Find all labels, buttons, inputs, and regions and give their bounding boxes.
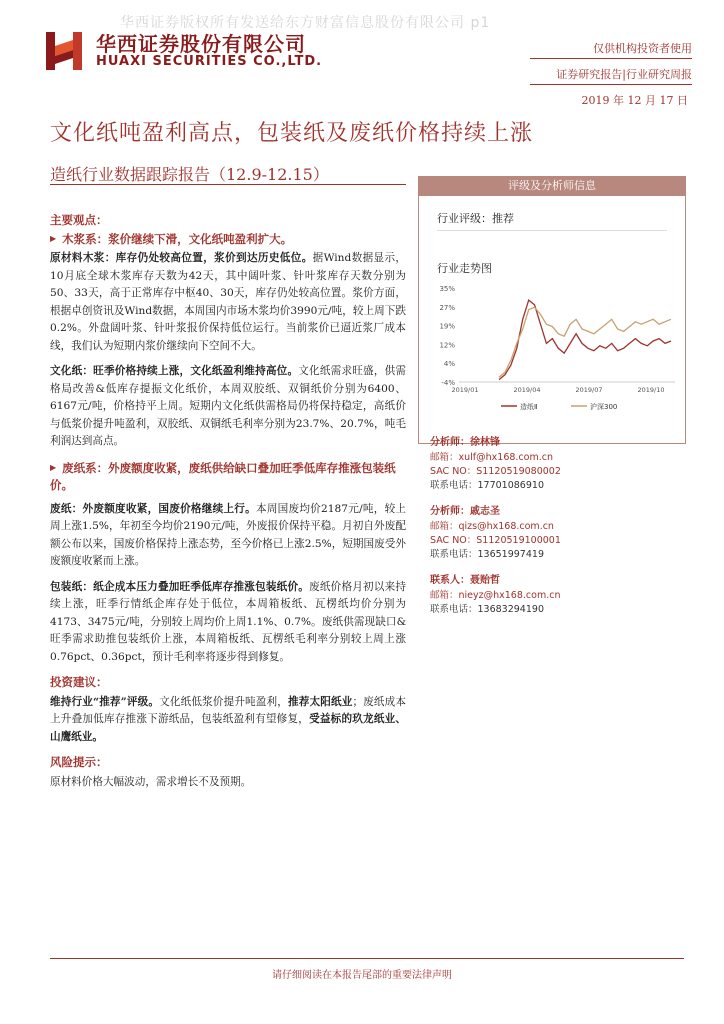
package-text: 废纸价格月初以来持续上涨，旺季行情纸企库存处于低位，本周箱板纸、瓦楞纸均价分别为4173、3475元/吨，分别较上周均价上周1.1%、0.7%。废纸供需现缺口&旺季需求助推包装纸价上涨，本周箱板纸、瓦楞纸毛利率分别较上周上涨0.76pct、0.36pct，预计毛利率将逐步得到修复。 [50,580,407,663]
risk-paragraph: 原材料价格大幅波动，需求增长不及预期。 [50,775,252,788]
series-line-1 [499,300,671,380]
rating-divider [437,230,667,231]
analyst-phone: 联系电话：13651997419 [430,549,544,560]
analyst-email: 邮箱：xulf@hx168.com.cn [430,452,553,463]
x-tick-label: 2019/10 [637,386,665,394]
analyst-name [430,505,686,519]
watermark: 华西证券版权所有发送给东方财富信息股份有限公司 p1 [120,15,491,31]
pulp-text: 据Wind数据显示，10月底全球木浆库存天数为42天，其中阔叶浆、针叶浆库存天数分别为50、33天，高于正常库存中枢40、30天，库存仍处较高位置。浆价方面，根据卓创资讯及Wind数据，本周国内市场木浆均价3990元/吨，较上周下跌0.2%。外盘阔叶浆、针叶浆报价保持低位运行。当前浆价已逼近浆厂成本线，我们认为短期内浆价继续向下空间不大。 [50,252,406,352]
analyst-role: 分析师： [430,437,470,448]
report-category: 证券研究报告|行业研究周报 [556,68,692,81]
legend-label: 沪深300 [590,403,618,411]
y-tick-label: 27% [439,303,455,312]
risk-heading: 风险提示： [50,755,108,769]
y-tick-label: -4% [441,379,455,387]
brand-name-cn: 华西证券股份有限公司 [96,32,306,56]
analyst-role: 分析师： [430,506,470,517]
invest-paragraph [50,694,406,747]
header-divider-2 [530,84,692,85]
waste-text: 本周国废均价2187元/吨，较上周上涨1.5%，年初至今均价2190元/吨，外废报价保持平稳。月初自外废配额公布以来，国废价格保持上涨态势，至今价格已上涨2.5%，短期国废受外废额度收紧而上涨。 [50,502,407,567]
invest-text-2: ；废纸成本上升叠加低库存推涨下游纸品，包装纸盈利有望修复， [50,695,407,725]
invest-bold-2: 推荐太阳纸业 [288,695,353,708]
footer-divider [50,958,684,959]
analyst-name-text: 戚志圣 [470,506,500,517]
invest-bold-3: 受益标的玖龙纸业、山鹰纸业。 [50,713,407,743]
report-subtitle: 造纸行业数据跟踪报告（12.9-12.15） [50,165,329,184]
y-tick-label: 4% [443,360,455,369]
rating-panel [418,176,686,444]
package-paragraph [50,579,406,667]
y-tick-label: 12% [439,341,455,350]
brand-name-en: HUAXI SECURITIES CO.,LTD. [96,54,323,69]
invest-text-1: 文化纸低浆价提升吨盈利， [159,695,289,708]
x-tick-label: 2019/07 [575,386,603,394]
y-tick-label: 19% [439,322,455,331]
analyst-name [430,436,686,450]
culture-bold: 文化纸：旺季价格持续上涨，文化纸盈利维持高位。 [50,365,299,377]
trend-chart [431,278,681,428]
huaxi-logo-icon [44,28,84,72]
analyst-role: 联系人： [430,575,470,586]
analyst-phone: 联系电话：13683294190 [430,604,544,615]
analyst-name-text: 徐林锋 [470,437,500,448]
report-title: 文化纸吨盈利高点，包装纸及废纸价格持续上涨 [50,121,534,146]
analyst-sac: SAC NO：S1120519100001 [430,535,561,546]
y-tick-label: 35% [439,285,455,293]
culture-paragraph [50,363,406,451]
invest-bold-1: 维持行业“推荐”评级。 [50,695,160,708]
analyst-email: 邮箱：nieyz@hx168.com.cn [430,590,561,601]
main-content [50,208,406,791]
rating-panel-header: 评级及分析师信息 [418,176,686,196]
package-bold: 包装纸：纸企成本压力叠加旺季低库存推涨包装纸价。 [50,580,310,593]
analyst-email: 邮箱：qizs@hx168.com.cn [430,521,554,532]
legend-label: 造纸Ⅱ [520,403,538,411]
pulp-bullet: ▶ 木浆系：浆价继续下滑，文化纸吨盈利扩大。 [50,230,406,249]
analyst-list [430,436,686,629]
analyst-name [430,574,686,588]
x-tick-label: 2019/04 [513,386,541,394]
analyst-2 [430,505,686,562]
waste-bullet: ▶ 废纸系：外废额度收紧，废纸供给缺口叠加旺季低库存推涨包装纸价。 [50,459,406,495]
rating-panel-body [418,196,686,444]
trend-chart-title: 行业走势图 [437,262,492,275]
invest-heading: 投资建议： [50,675,108,689]
analyst-sac: SAC NO：S1120519080002 [430,466,561,477]
report-date: 2019 年 12 月 17 日 [581,94,688,107]
analyst-name-text: 聂贻哲 [470,575,500,586]
header-divider [530,58,692,59]
analyst-phone: 联系电话：17701086910 [430,480,544,491]
pulp-paragraph [50,250,406,355]
culture-text: 文化纸需求旺盛，供需格局改善&低库存提振文化纸价，本周双胶纸、双铜纸价分别为6400、6167元/吨，价格持平上周。短期内文化纸供需格局仍将保持稳定，高纸价与低浆价提升吨盈利，双胶纸、双铜纸毛利率分别为23.7%、20.7%，吨毛利润达到高点。 [50,365,407,447]
pulp-bold: 原材料木浆：库存仍处较高位置，浆价到达历史低位。 [50,252,313,264]
waste-bold: 废纸：外废额度收紧，国废价格继续上行。 [50,502,256,515]
analyst-1 [430,436,686,493]
x-tick-label: 2019/01 [451,386,479,394]
legal-footer: 请仔细阅读在本报告尾部的重要法律声明 [272,970,452,981]
series-line-2 [499,307,671,377]
waste-paragraph [50,501,406,571]
industry-rating: 行业评级：推荐 [437,212,514,225]
subtitle-underline [50,184,406,185]
contact-person [430,574,686,617]
audience-note: 仅供机构投资者使用 [593,42,692,55]
main-points-heading: 主要观点： [50,213,108,227]
